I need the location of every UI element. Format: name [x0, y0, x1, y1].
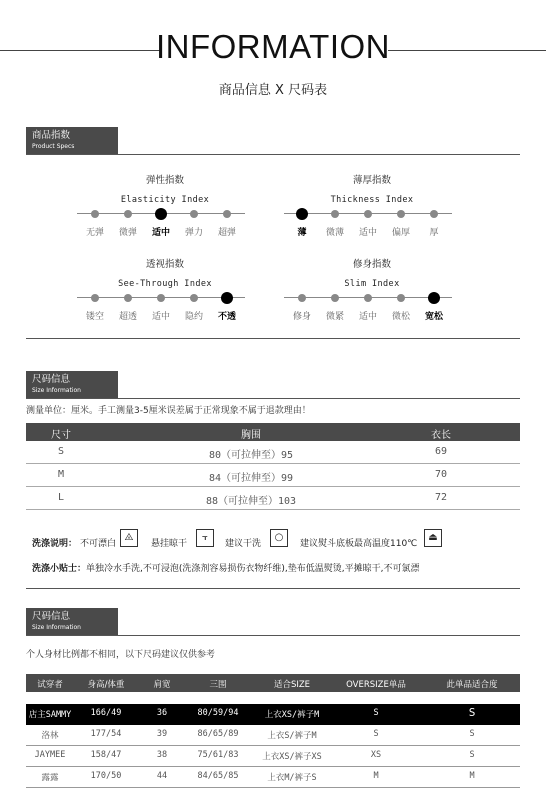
table-cell: M [373, 771, 379, 781]
scale-option: 适中 [151, 312, 170, 322]
scale-dot [428, 292, 440, 304]
scale-dot [190, 210, 198, 218]
no-bleach-icon: ⨻ [120, 529, 138, 547]
table-row [26, 465, 520, 487]
table-row [26, 488, 520, 510]
see-through-scale [77, 293, 245, 322]
cell-length: 69 [434, 446, 448, 457]
scale-option: 弹力 [184, 228, 203, 238]
scale-dot [157, 294, 165, 302]
table-cell: 80/59/94 [197, 708, 239, 718]
scale-dot [223, 210, 231, 218]
table-row [26, 442, 520, 464]
table-cell: M [469, 771, 475, 781]
elasticity-index [65, 172, 265, 205]
scale-option: 适中 [151, 228, 170, 238]
col-length: 衣长 [431, 430, 451, 441]
scale-dot [430, 210, 438, 218]
scale-option: 偏厚 [391, 228, 410, 238]
wash-tip-text: 单独冷水手洗,不可浸泡(洗涤剂容易损伤衣物纤维),垫布低温熨烫,平摊晾干,不可氯漂 [86, 564, 420, 574]
scale-option: 无弹 [85, 228, 104, 238]
section-rule [26, 398, 520, 399]
scale-dot [155, 208, 167, 220]
scale-option: 微紧 [325, 312, 344, 322]
wash-item-hang-dry: 悬挂晾干 [151, 539, 188, 549]
wash-label: 洗涤说明： [32, 539, 78, 549]
see-through-index [65, 256, 265, 289]
scale-dot [298, 294, 306, 302]
cell-size: L [57, 492, 65, 503]
table-cell: 166/49 [90, 708, 122, 718]
cell-length: 70 [434, 469, 448, 480]
elasticity-scale [77, 209, 245, 238]
scale-dot [331, 210, 339, 218]
scale-dot [124, 294, 132, 302]
table-cell: 店主SAMMY [28, 710, 72, 720]
table-cell: 39 [156, 729, 168, 739]
col-fit-size: 适合SIZE [273, 680, 311, 690]
scale-option: 镂空 [85, 312, 104, 322]
table-cell: S [373, 729, 379, 739]
scale-option: 不透 [217, 312, 236, 322]
table-cell: S [469, 750, 475, 760]
scale-dot [397, 210, 405, 218]
page-subtitle: 商品信息 X 尺码表 [218, 83, 328, 98]
scale-option: 厚 [429, 228, 439, 238]
cell-bust: 88（可拉伸至）103 [205, 496, 297, 507]
col-item-fit: 此单品适合度 [446, 680, 498, 690]
col-measurements: 三围 [209, 680, 227, 690]
table-cell: 158/47 [90, 750, 122, 760]
size-table-header [26, 423, 520, 441]
cell-size: M [57, 469, 65, 480]
section-divider [26, 588, 520, 589]
col-height-weight: 身高/体重 [87, 680, 125, 690]
col-shoulder: 肩宽 [153, 680, 171, 690]
cell-bust: 80（可拉伸至）95 [208, 450, 294, 461]
scale-option: 修身 [292, 312, 311, 322]
wash-item-no-bleach: 不可漂白 [80, 539, 117, 549]
scale-option: 隐约 [184, 312, 203, 322]
scale-dot [364, 210, 372, 218]
index-title-zh: 薄厚指数 [352, 175, 391, 186]
table-cell: 84/65/85 [197, 771, 239, 781]
measurement-note: 测量单位：厘米。手工测量3-5厘米误差属于正常现象不属于退款理由！ [26, 406, 311, 416]
index-title-en: Elasticity Index [120, 195, 210, 205]
scale-dot [190, 294, 198, 302]
scale-dot [331, 294, 339, 302]
slim-scale [284, 293, 452, 322]
table-cell: 38 [156, 750, 168, 760]
scale-option: 薄 [297, 228, 307, 238]
section-rule [26, 635, 520, 636]
scale-option: 适中 [358, 312, 377, 322]
hang-dry-icon: ⫟ [196, 529, 214, 547]
fit-note: 个人身材比例都不相同，以下尺码建议仅供参考 [26, 650, 216, 660]
table-cell: 170/50 [90, 771, 122, 781]
table-cell: 177/54 [90, 729, 122, 739]
index-title-en: Slim Index [344, 279, 400, 289]
index-title-zh: 修身指数 [352, 259, 391, 270]
scale-option: 适中 [358, 228, 377, 238]
table-row [26, 767, 520, 788]
dry-clean-icon: ○ [270, 529, 288, 547]
fit-info-label: 尺码信息 Size Information [26, 608, 118, 636]
section-divider [26, 338, 520, 339]
fit-table-header [26, 674, 520, 692]
table-cell: 上衣XS/裤子XS [262, 752, 322, 762]
thickness-scale [284, 209, 452, 238]
scale-option: 微薄 [325, 228, 344, 238]
table-cell: S [373, 708, 379, 718]
slim-index [272, 256, 472, 289]
scale-dot [91, 210, 99, 218]
wash-item-dry-clean: 建议干洗 [225, 539, 262, 549]
iron-icon: ⏏ [424, 529, 442, 547]
wash-item-iron-temp: 建议熨斗底板最高温度110℃ [300, 539, 418, 549]
col-size: 尺寸 [51, 430, 71, 441]
col-tester: 试穿者 [37, 680, 63, 690]
col-oversize: OVERSIZE单品 [346, 680, 406, 690]
scale-dot [91, 294, 99, 302]
table-cell: 上衣XS/裤子M [264, 710, 320, 720]
table-cell: JAYMEE [34, 750, 66, 760]
col-bust: 胸围 [241, 430, 261, 441]
product-specs-label: 商品指数 Product Specs [26, 127, 118, 155]
wash-instructions [32, 536, 77, 549]
cell-size: S [57, 446, 65, 457]
table-row [26, 725, 520, 746]
cell-length: 72 [434, 492, 448, 503]
index-title-zh: 弹性指数 [145, 175, 184, 186]
index-title-en: See-Through Index [118, 279, 212, 289]
scale-dot [296, 208, 308, 220]
scale-option: 宽松 [424, 312, 443, 322]
index-title-zh: 透视指数 [145, 259, 184, 270]
table-row [26, 704, 520, 725]
table-row [26, 746, 520, 767]
wash-tip [32, 561, 419, 574]
table-cell: 75/61/83 [197, 750, 239, 760]
scale-option: 超弹 [217, 228, 236, 238]
index-title-en: Thickness Index [330, 195, 414, 205]
table-cell: 露露 [41, 773, 59, 783]
thickness-index [272, 172, 472, 205]
scale-dot [364, 294, 372, 302]
table-cell: 44 [156, 771, 168, 781]
scale-option: 微弹 [118, 228, 137, 238]
table-cell: 上衣S/裤子M [267, 731, 317, 741]
page-title: INFORMATION [155, 28, 391, 65]
table-cell: 86/65/89 [197, 729, 239, 739]
section-rule [26, 154, 520, 155]
scale-option: 超透 [118, 312, 137, 322]
table-cell: S [468, 706, 476, 719]
cell-bust: 84（可拉伸至）99 [208, 473, 294, 484]
table-cell: 上衣M/裤子S [267, 773, 317, 783]
scale-dot [124, 210, 132, 218]
table-cell: S [469, 729, 475, 739]
size-info-label: 尺码信息 Size Information [26, 371, 118, 399]
scale-dot [397, 294, 405, 302]
scale-dot [221, 292, 233, 304]
wash-tip-label: 洗涤小贴士： [32, 564, 87, 574]
table-cell: 洛林 [41, 731, 59, 741]
table-cell: XS [370, 750, 382, 760]
table-cell: 36 [156, 708, 168, 718]
scale-option: 微松 [391, 312, 410, 322]
